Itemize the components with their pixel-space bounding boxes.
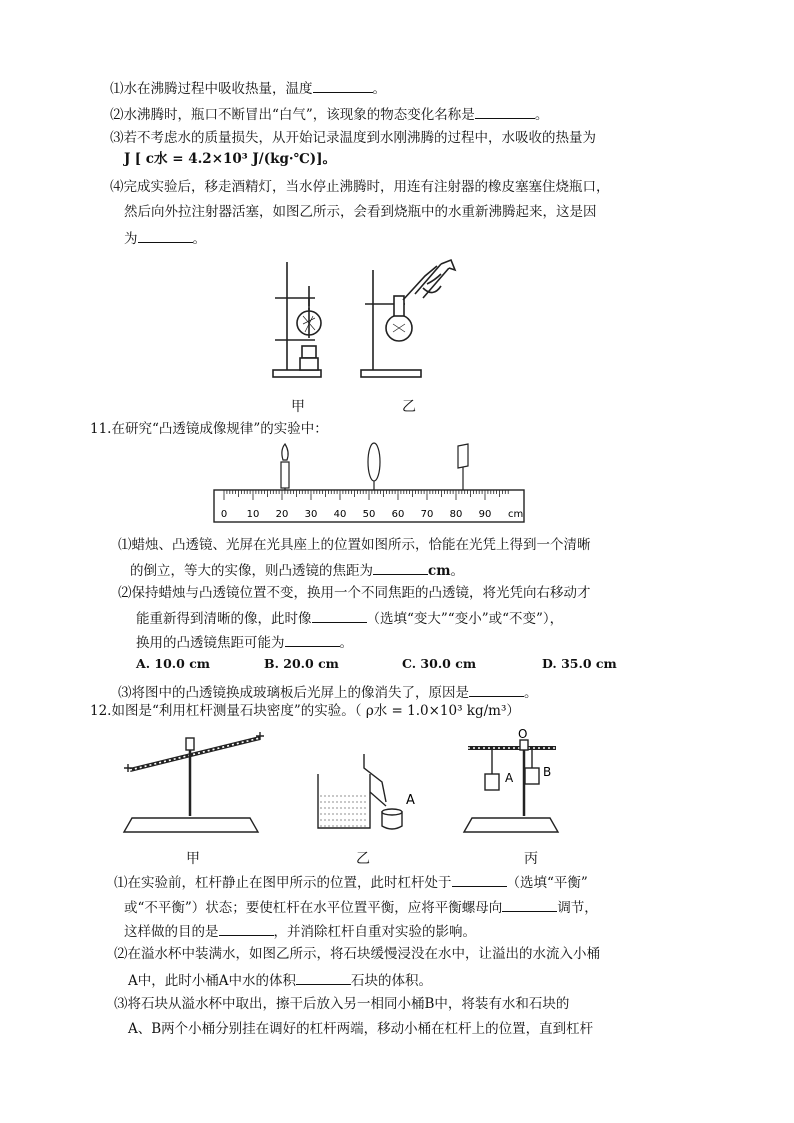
q12-part3	[114, 995, 569, 1013]
punct: 。	[192, 231, 206, 247]
punct: 。	[524, 685, 538, 701]
light-screen	[458, 444, 468, 494]
ruler-tick-label: 20	[275, 509, 289, 520]
q10-part4-text: ⑷完成实验后，移走酒精灯，当水停止沸腾时，用连有注射器的橡皮塞塞住烧瓶口，	[110, 179, 610, 195]
ruler-tick-label: 30	[304, 509, 318, 520]
caption-yi: 乙	[402, 399, 416, 415]
boiling-experiment-figure	[265, 258, 465, 384]
q11-part2-text: ⑵保持蜡烛与凸透镜位置不变，换用一个不同焦距的凸透镜，将光凭向右移动才	[118, 585, 591, 601]
q11-part2	[118, 584, 591, 602]
q12-part1	[114, 872, 588, 892]
bucket-a-label-yi: A	[406, 793, 415, 808]
q10-part3-text: ⑶若不考虑水的质量损失，从开始记录温度到水刚沸腾的过程中，水吸收的热量为	[110, 130, 596, 146]
q10-part4-cont	[124, 203, 597, 221]
answer-blank[interactable]	[138, 228, 193, 243]
answer-blank[interactable]	[469, 682, 524, 697]
q12-part2-cont	[128, 970, 432, 990]
q10-part4-cont2	[124, 228, 206, 248]
ruler-tick-label: 50	[362, 509, 376, 520]
stand-jia	[273, 262, 321, 377]
convex-lens	[368, 443, 380, 494]
q11-part2-text3: （选填“变大”“变小”或“不变”），	[366, 611, 564, 627]
answer-blank[interactable]	[313, 78, 373, 93]
overflow-cup-yi	[318, 754, 402, 829]
q11-part1-cont	[130, 560, 464, 580]
ruler-tick-label: 0	[220, 509, 228, 520]
q10-part4-text2: 然后向外拉注射器活塞，如图乙所示，会看到烧瓶中的水重新沸腾起来，这是因	[124, 204, 597, 220]
q10-part4-text3: 为	[124, 231, 138, 247]
bucket-a-label-bing: A	[505, 771, 514, 785]
q12-part1-cont2	[124, 921, 476, 941]
q11-option-d[interactable]: D. 35.0 cm	[542, 656, 617, 671]
q10-part2-text: ⑵水沸腾时，瓶口不断冒出“白气”，该现象的物态变化名称是	[110, 107, 475, 123]
answer-blank[interactable]	[296, 970, 351, 985]
q12-stem	[90, 702, 520, 720]
answer-blank[interactable]	[502, 897, 557, 912]
q12-part3-text2: A、B两个小桶分别挂在调好的杠杆两端，移动小桶在杠杆上的位置，直到杠杆	[128, 1021, 594, 1037]
punct: 。	[450, 563, 465, 579]
q12-part1-text3: 或“不平衡”）状态；要使杠杆在水平位置平衡，应将平衡螺母向	[124, 900, 503, 916]
answer-blank[interactable]	[373, 560, 428, 575]
ruler-tick-label: 40	[333, 509, 347, 520]
q11-part2-cont2	[136, 632, 353, 652]
q11-part2-cont	[136, 608, 563, 628]
q11-option-b[interactable]: B. 20.0 cm	[264, 656, 339, 671]
q12-part1-text6: ，并消除杠杆自重对实验的影响。	[273, 924, 476, 940]
punct: 。	[534, 107, 549, 123]
q12-part1-text: ⑴在实验前，杠杆静止在图甲所示的位置，此时杠杆处于	[114, 875, 452, 891]
q10-part2	[110, 104, 548, 124]
punct: 。	[339, 635, 353, 651]
q12-part2-text2: A中，此时小桶A中水的体积	[128, 973, 296, 989]
q10-part3	[110, 128, 654, 147]
q10-part1-text: ⑴水在沸腾过程中吸收热量，温度	[110, 81, 313, 97]
q12-part2-text: ⑵在溢水杯中装满水，如图乙所示，将石块缓慢浸没在水中，让溢出的水流入小桶	[114, 946, 600, 962]
bucket-b-label-bing: B	[543, 765, 552, 779]
q12-part3-text: ⑶将石块从溢水杯中取出，擦干后放入另一相同小桶B中，将装有水和石块的	[114, 996, 570, 1012]
ruler-tick-label: 80	[449, 509, 463, 520]
q12-part1-text4: 调节，	[557, 900, 598, 916]
q12-part1-text5: 这样做的目的是	[124, 924, 219, 940]
answer-blank[interactable]	[312, 608, 367, 623]
q12-part1-cont	[124, 897, 598, 917]
q11-option-c[interactable]: C. 30.0 cm	[402, 656, 477, 671]
specific-heat-formula: [ c水 = 4.2×10³ J/(kg·℃)]。	[134, 151, 337, 167]
q10-part3-cont	[124, 150, 336, 168]
caption-bing-12: 丙	[524, 851, 538, 867]
ruler-tick-label: 60	[391, 509, 405, 520]
q11-part3-text: ⑶将图中的凸透镜换成玻璃板后光屏上的像消失了，原因是	[118, 685, 469, 701]
unit-cm: cm	[428, 563, 451, 579]
answer-blank[interactable]	[285, 632, 340, 647]
ruler-tick-label: 70	[420, 509, 434, 520]
q11-part1	[118, 536, 591, 554]
q11-part1-text: ⑴蜡烛、凸透镜、光屏在光具座上的位置如图所示，恰能在光凭上得到一个清晰	[118, 537, 591, 553]
lever-experiment-figure	[120, 724, 560, 838]
optical-bench-figure	[210, 440, 530, 524]
ruler-tick-label: 90	[478, 509, 492, 520]
answer-blank[interactable]	[596, 128, 654, 142]
q11-part2-text2: 能重新得到清晰的像，此时像	[136, 611, 312, 627]
q10-part4	[110, 178, 610, 196]
lever-bing	[464, 740, 558, 832]
answer-blank[interactable]	[219, 921, 274, 936]
ruler-unit: cm	[508, 509, 524, 520]
q11-option-a[interactable]: A. 10.0 cm	[136, 656, 211, 671]
punct: 。	[372, 81, 386, 97]
caption-jia: 甲	[291, 399, 305, 415]
caption-jia-12: 甲	[186, 851, 200, 867]
q12-part1-text2: （选填“平衡”	[506, 875, 588, 891]
stand-yi	[361, 260, 455, 377]
fulcrum-o-label: O	[518, 727, 528, 741]
q11-stem: 11.在研究“凸透镜成像规律”的实验中：	[90, 421, 328, 437]
answer-blank[interactable]	[452, 872, 507, 887]
caption-yi-12: 乙	[356, 851, 370, 867]
unit-J: J	[124, 151, 131, 167]
lever-jia	[124, 732, 264, 832]
q12-part2	[114, 945, 600, 963]
q12-part3-cont	[128, 1020, 593, 1038]
q11-part3	[118, 682, 538, 702]
q11-part1-text2: 的倒立，等大的实像，则凸透镜的焦距为	[130, 563, 373, 579]
q10-part1	[110, 78, 386, 98]
q12-stem-text: 12.如图是“利用杠杆测量石块密度”的实验。（ ρ水 = 1.0×10³ kg/m³）	[90, 703, 520, 719]
ruler-tick-label: 10	[246, 509, 260, 520]
q12-part2-text3: 石块的体积。	[351, 973, 432, 989]
answer-blank[interactable]	[475, 104, 535, 119]
q11-part2-text4: 换用的凸透镜焦距可能为	[136, 635, 285, 651]
candle	[281, 444, 289, 494]
